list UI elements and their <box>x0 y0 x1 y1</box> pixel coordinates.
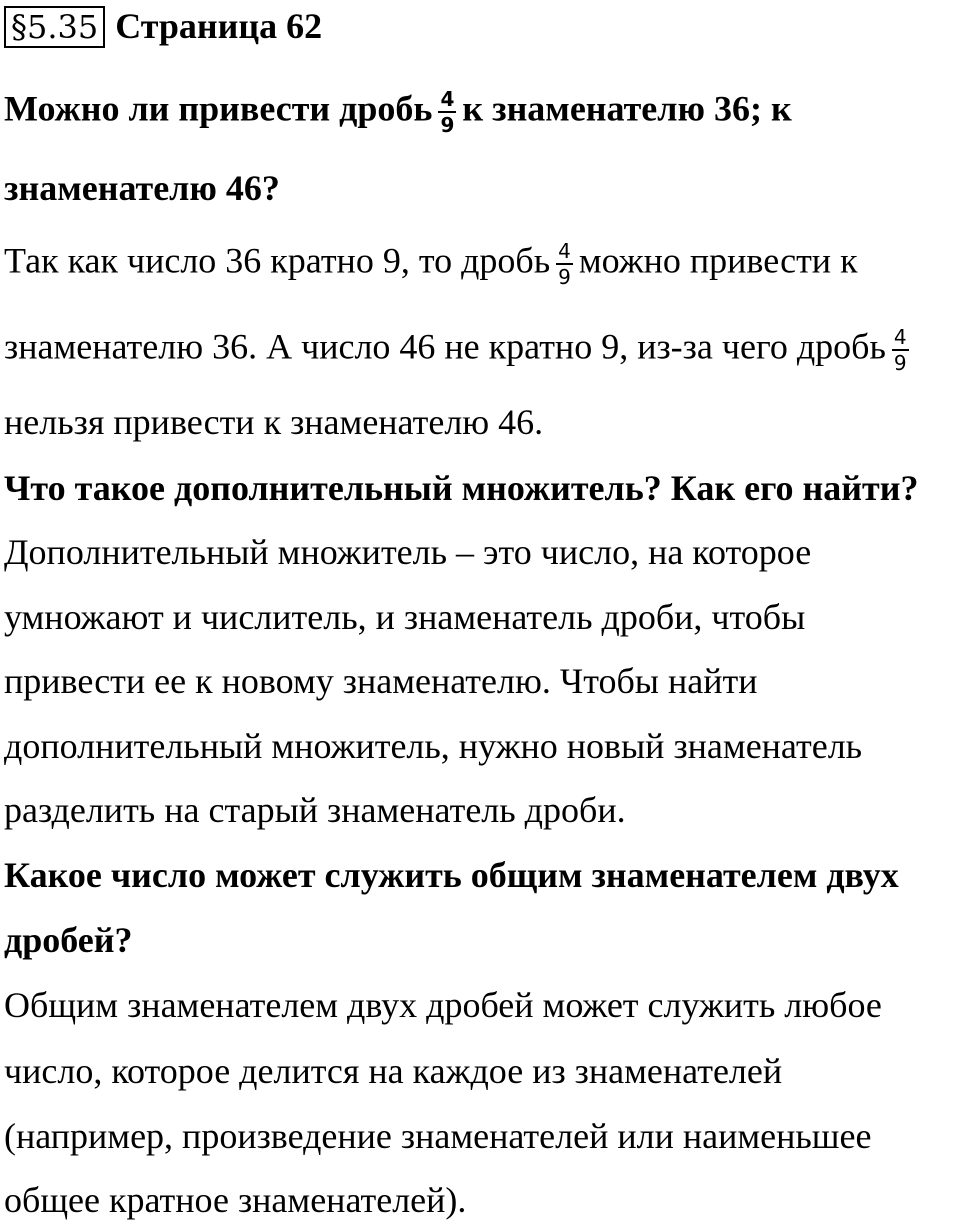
fraction-numerator: 4 <box>558 239 571 263</box>
answer-2-line: разделить на старый знаменатель дроби. <box>4 790 626 830</box>
fraction-denominator: 9 <box>440 113 455 137</box>
question-1-line-2: знаменателю 46? <box>4 168 280 208</box>
page-label: Страница 62 <box>115 6 323 46</box>
answer-2-line: умножают и числитель, и знаменатель дроби, чтобы <box>4 597 806 637</box>
fraction-denominator: 9 <box>893 351 907 375</box>
section-number-badge: §5.35 <box>4 6 105 48</box>
section-header <box>4 6 322 48</box>
question-1-text-a: Можно ли привести дробь <box>4 88 433 129</box>
answer-1-line-3: нельзя привести к знаменателю 46. <box>4 402 544 442</box>
fraction-numerator: 4 <box>440 87 455 111</box>
answer-3-line: Общим знаменателем двух дробей может служить любое <box>4 985 882 1025</box>
answer-1-text-a: Так как число 36 кратно 9, то дробь <box>4 240 551 281</box>
question-2: Что такое дополнительный множитель? Как его найти? <box>4 468 919 508</box>
answer-1-line-1 <box>4 240 858 288</box>
question-1-text-b: к знаменателю 36; к <box>462 88 792 129</box>
fraction-4-9 <box>892 326 909 374</box>
fraction-denominator: 9 <box>558 265 571 289</box>
fraction-4-9 <box>438 88 456 136</box>
answer-3-line: число, которое делится на каждое из знаменателей <box>4 1051 783 1091</box>
answer-2-line: дополнительный множитель, нужно новый знаменатель <box>4 726 863 766</box>
answer-1-text-c: знаменателю 36. А число 46 не кратно 9, из-за чего дробь <box>4 326 886 367</box>
fraction-numerator: 4 <box>893 325 907 349</box>
answer-2-line: привести ее к новому знаменателю. Чтобы найти <box>4 661 758 701</box>
answer-1-text-b: можно привести к <box>578 240 858 281</box>
question-3-line: Какое число может служить общим знаменателем двух <box>4 855 899 895</box>
fraction-4-9 <box>556 240 573 288</box>
answer-2-line: Дополнительный множитель – это число, на которое <box>4 532 812 572</box>
answer-1-line-2 <box>4 326 915 374</box>
question-1-line-1 <box>4 88 792 136</box>
answer-3-line: общее кратное знаменателей). <box>4 1180 467 1220</box>
answer-3-line: (например, произведение знаменателей или наименьшее <box>4 1116 872 1156</box>
question-3-line: дробей? <box>4 920 133 960</box>
